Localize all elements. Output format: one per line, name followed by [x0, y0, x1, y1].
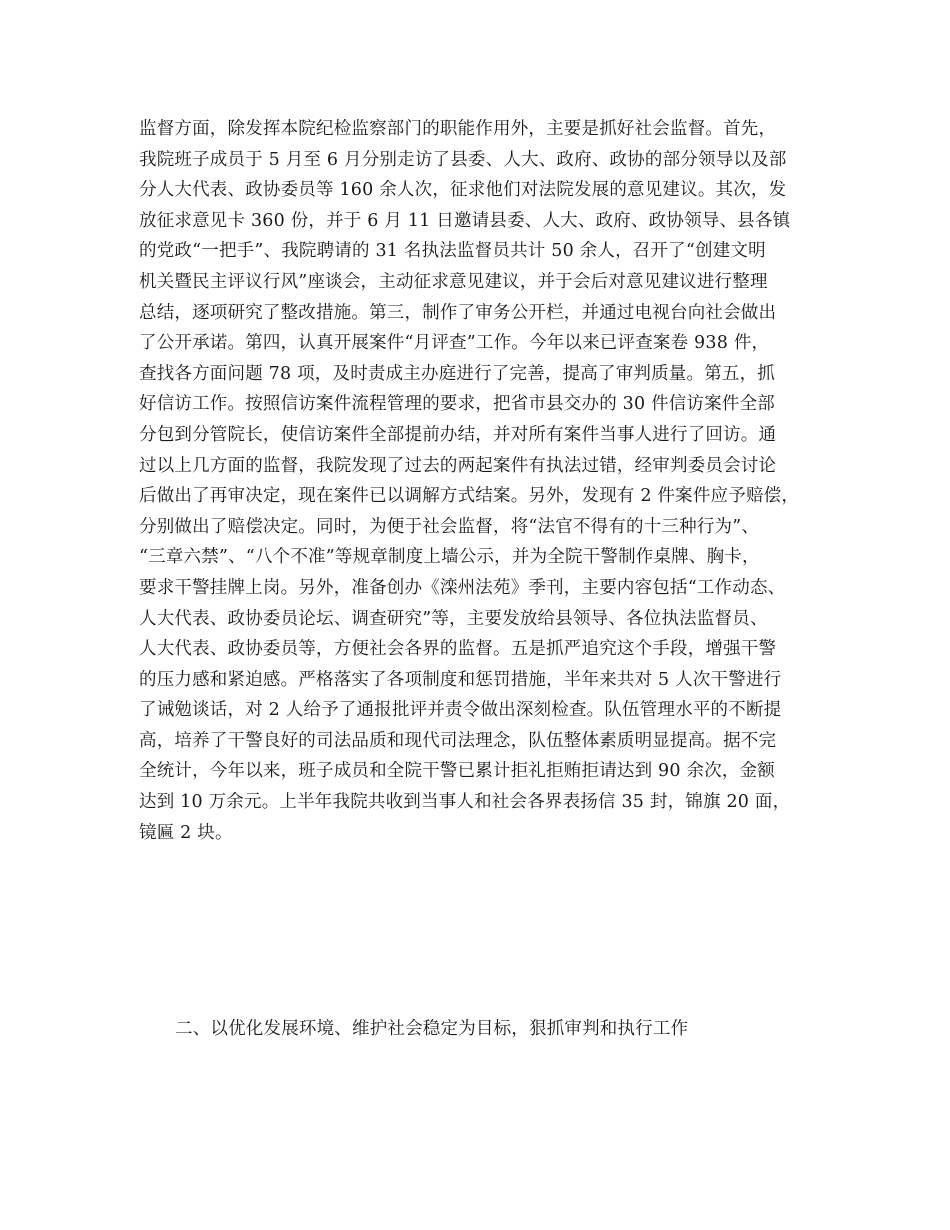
text-line-4: 放征求意见卡 360 份，并于 6 月 11 日邀请县委、人大、政府、政协领导、县各镇: [139, 210, 791, 231]
text-line-3: 分人大代表、政协委员等 160 余人次，征求他们对法院发展的意见建议。其次，发: [139, 180, 787, 201]
text-line-10: 好信访工作。按照信访案件流程管理的要求，把省市县交办的 30 件信访案件全部: [139, 394, 775, 415]
text-line-15: “三章六禁”、“八个不准”等规章制度上墙公示，并为全院干警制作桌牌、胸卡，: [139, 547, 760, 568]
text-line-18: 人大代表、政协委员等，方便社会各界的监督。五是抓严追究这个手段，增强干警: [139, 639, 777, 660]
text-line-11: 分包到分管院长，使信访案件全部提前办结，并对所有案件当事人进行了回访。通: [139, 424, 777, 445]
text-line-22: 全统计，今年以来，班子成员和全院干警已累计拒礼拒贿拒请达到 90 余次，金额: [139, 761, 775, 782]
text-line-2: 我院班子成员于 5 月至 6 月分别走访了县委、人大、政府、政协的部分领导以及部: [139, 149, 787, 170]
text-line-13: 后做出了再审决定，现在案件已以调解方式结案。另外，发现有 2 件案件应予赔偿，: [139, 486, 800, 507]
text-line-8: 了公开承诺。第四，认真开展案件“月评查”工作。今年以来已评查案卷 938 件，: [139, 333, 770, 354]
text-line-7: 总结，逐项研究了整改措施。第三，制作了审务公开栏，并通过电视台向社会做出: [139, 302, 777, 323]
text-line-24: 镜匾 2 块。: [139, 822, 233, 843]
text-line-19: 的压力感和紧迫感。严格落实了各项制度和惩罚措施，半年来共对 5 人次干警进行: [139, 669, 782, 690]
text-line-9: 查找各方面问题 78 项，及时责成主办庭进行了完善，提高了审判质量。第五，抓: [139, 363, 775, 384]
text-line-20: 了诫勉谈话，对 2 人给予了通报批评并责令做出深刻检查。队伍管理水平的不断提: [139, 700, 782, 721]
text-line-12: 过以上几方面的监督，我院发现了过去的两起案件有执法过错，经审判委员会讨论: [139, 455, 777, 476]
text-line-23: 达到 10 万余元。上半年我院共收到当事人和社会各界表扬信 35 封，锦旗 20 面，: [139, 792, 791, 813]
text-line-1: 监督方面，除发挥本院纪检监察部门的职能作用外，主要是抓好社会监督。首先，: [139, 119, 777, 139]
text-line-5: 的党政“一把手”、我院聘请的 31 名执法监督员共计 50 余人，召开了“创建文明: [139, 241, 766, 262]
text-line-17: 人大代表、政协委员论坛、调查研究”等，主要发放给县领导、各位执法监督员、: [139, 608, 768, 629]
text-line-16: 要求干警挂牌上岗。另外，准备创办《滦州法苑》季刊，主要内容包括“工作动态、: [139, 577, 786, 598]
text-line-14: 分别做出了赔偿决定。同时，为便于社会监督，将“法官不得有的十三种行为”、: [139, 516, 760, 537]
text-line-21: 高，培养了干警良好的司法品质和现代司法理念，队伍整体素质明显提高。据不完: [139, 730, 777, 751]
text-line-6: 机关暨民主评议行风”座谈会，主动征求意见建议，并于会后对意见建议进行整理: [139, 271, 768, 292]
body-paragraph: [139, 114, 829, 848]
section-heading: 二、以优化发展环境、维护社会稳定为目标，狠抓审判和执行工作: [175, 1019, 689, 1039]
